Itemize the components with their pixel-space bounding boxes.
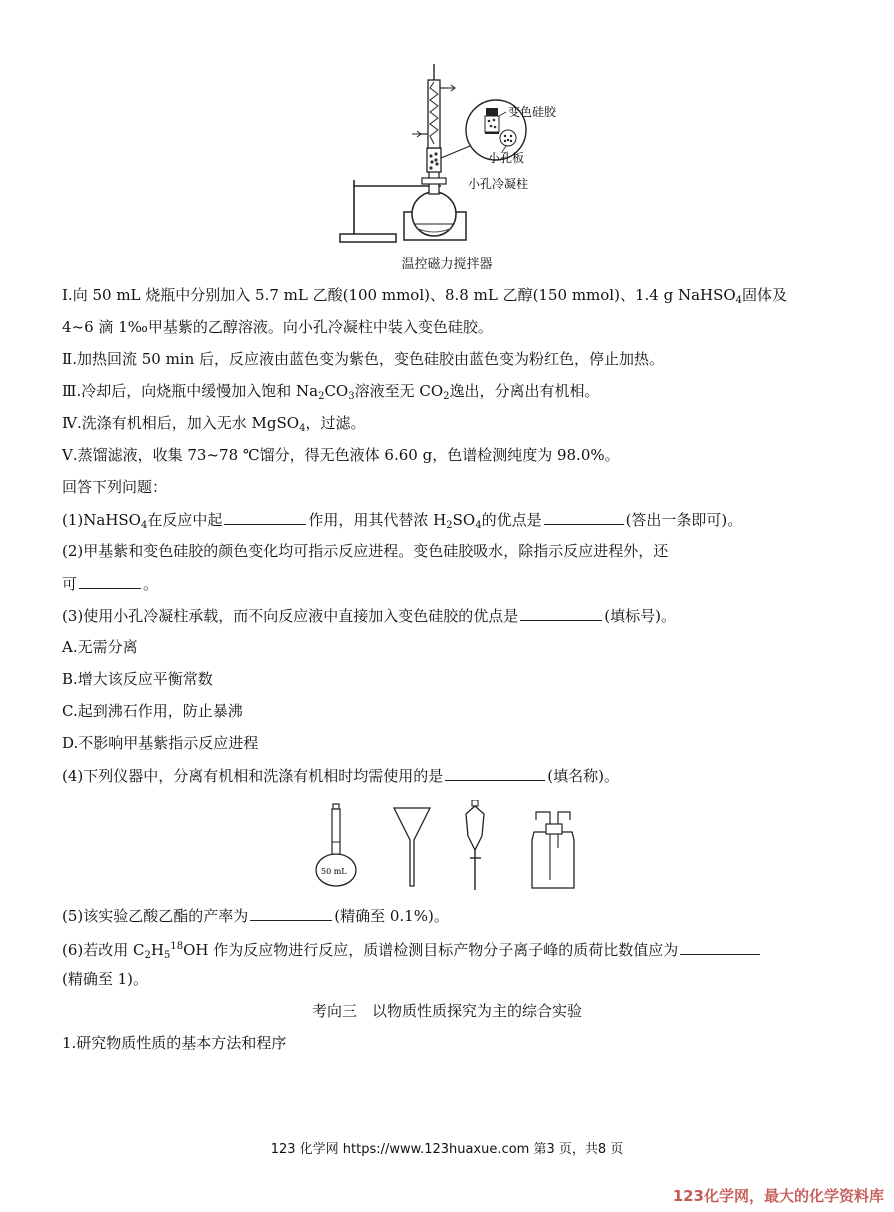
page-footer: 123 化学网 https://www.123huaxue.com 第3 页，共8 页 [270, 1142, 624, 1157]
option-a: A.无需分离 [62, 638, 138, 656]
plate-label: 小孔板 [488, 151, 525, 165]
questions-intro: 回答下列问题： [62, 478, 168, 496]
question-3: (3)使用小孔冷凝柱承载，而不向反应液中直接加入变色硅胶的优点是 (填标号)。 [62, 604, 676, 627]
step-1-line-2: 4~6 滴 1‰甲基紫的乙醇溶液。向小孔冷凝柱中装入变色硅胶。 [62, 318, 493, 336]
instruments-figure [310, 800, 600, 896]
answer-blank[interactable] [79, 572, 141, 589]
separatory-funnel-icon [466, 800, 484, 890]
section-title: 考向三 以物质性质探究为主的综合实验 [311, 1002, 582, 1020]
watermark: 123化学网，最大的化学资料库 [672, 1187, 884, 1205]
answer-blank[interactable] [544, 508, 624, 525]
section-item-1: 1.研究物质性质的基本方法和程序 [62, 1034, 287, 1052]
answer-blank[interactable] [250, 904, 332, 921]
answer-blank[interactable] [224, 508, 306, 525]
step-1-line-1: Ⅰ.向 50 mL 烧瓶中分别加入 5.7 mL 乙酸(100 mmol)、8.8 mL 乙醇(150 mmol)、1.4 g NaHSO$_4$固体及 [62, 286, 788, 306]
funnel-icon [394, 808, 430, 886]
question-2-line-1: (2)甲基紫和变色硅胶的颜色变化均可指示反应进程。变色硅胶吸水，除指示反应进程外，还 [62, 542, 669, 560]
option-b: B.增大该反应平衡常数 [62, 670, 213, 688]
question-2-line-2: 可 。 [62, 572, 158, 595]
gas-washing-bottle-icon [532, 812, 574, 888]
option-d: D.不影响甲基紫指示反应进程 [62, 734, 259, 752]
question-1: (1)NaHSO$_4$在反应中起 作用，用其代替浓 $H_2SO_4$的优点是 (答出一条即可)。 [62, 508, 742, 537]
question-6-line-1: (6)若改用 $C_2H_5^{18}OH$ 作为反应物进行反应，质谱检测目标产物分子离子峰的质荷比数值应为 [62, 936, 762, 967]
answer-blank[interactable] [680, 938, 760, 955]
question-5: (5)该实验乙酸乙酯的产率为 (精确至 0.1%)。 [62, 904, 449, 927]
question-4: (4)下列仪器中，分离有机相和洗涤有机相时均需使用的是 (填名称)。 [62, 764, 619, 787]
apparatus-figure [336, 60, 586, 278]
column-label: 小孔冷凝柱 [468, 177, 529, 191]
step-4: Ⅳ.洗涤有机相后，加入无水 MgSO$_4$，过滤。 [62, 414, 366, 434]
step-2: Ⅱ.加热回流 50 min 后，反应液由蓝色变为紫色，变色硅胶由蓝色变为粉红色，停止加热。 [62, 350, 665, 368]
option-c: C.起到沸石作用，防止暴沸 [62, 702, 243, 720]
question-6-line-2: (精确至 1)。 [62, 970, 149, 988]
silica-gel-label: 变色硅胶 [508, 105, 557, 119]
volumetric-flask-icon [316, 804, 356, 886]
answer-blank[interactable] [520, 604, 602, 621]
step-3: Ⅲ.冷却后，向烧瓶中缓慢加入饱和 $Na_2CO_3$溶液至无 $CO_2$逸出，分离出有机相。 [62, 382, 600, 402]
figure-caption: 温控磁力搅拌器 [401, 257, 493, 272]
step-5: Ⅴ.蒸馏滤液，收集 73~78 ℃馏分，得无色液体 6.60 g，色谱检测纯度为 98.0%。 [62, 446, 620, 464]
answer-blank[interactable] [445, 764, 545, 781]
flask-volume-label: 50 mL [321, 867, 347, 876]
